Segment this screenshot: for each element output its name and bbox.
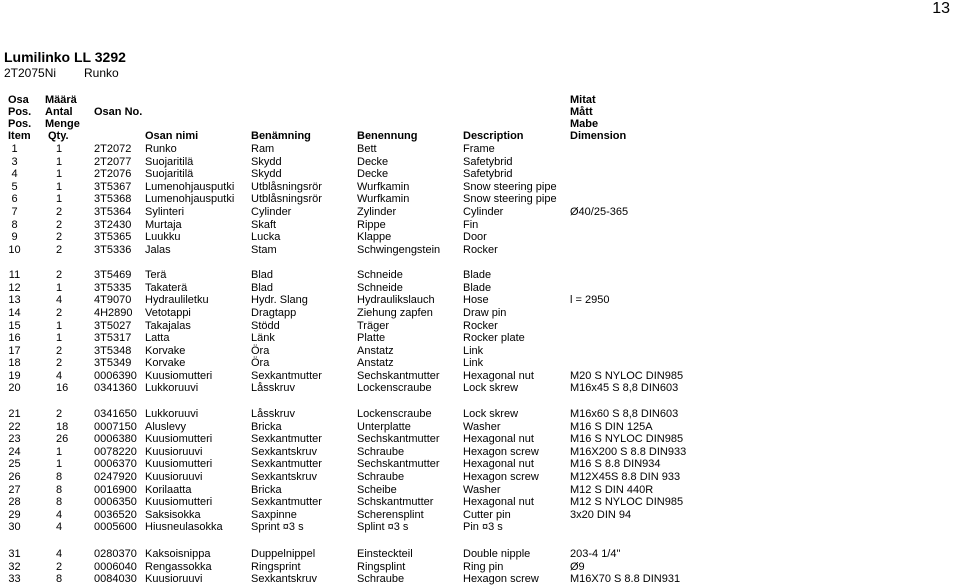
cell-name-sv: Ram (251, 143, 275, 155)
cell-part-number: 2T2076 (94, 168, 132, 180)
cell-name-de: Schneide (357, 269, 403, 281)
cell-name-en: Snow steering pipe (463, 181, 557, 193)
header-qty: Määrä (45, 94, 77, 106)
cell-name-de: Schraube (357, 446, 405, 458)
cell-name-en: Rocker (463, 320, 498, 332)
cell-name-sv: Sexkantmutter (251, 458, 322, 470)
cell-name-de: Unterplatte (357, 421, 411, 433)
cell-qty: 2 (56, 345, 63, 357)
cell-qty: 16 (56, 382, 69, 394)
cell-dimension: M16X70 S 8.8 DIN931 (570, 573, 681, 585)
cell-qty: 1 (56, 193, 63, 205)
cell-name-fi: Sylinteri (145, 206, 185, 218)
cell-name-de: Wurfkamin (357, 181, 410, 193)
cell-name-sv: Duppelnippel (251, 548, 316, 560)
cell-qty: 1 (56, 143, 63, 155)
cell-name-fi: Korvake (145, 357, 186, 369)
cell-pos: 27 (8, 484, 21, 496)
cell-qty: 1 (56, 332, 63, 344)
cell-qty: 4 (56, 294, 63, 306)
cell-name-fi: Jalas (145, 244, 171, 256)
cell-pos: 8 (11, 219, 18, 231)
cell-pos: 4 (11, 168, 18, 180)
cell-pos: 19 (8, 370, 21, 382)
header-de: Benennung (357, 130, 418, 142)
cell-part-number: 0247920 (94, 471, 137, 483)
cell-qty: 4 (56, 509, 63, 521)
cell-name-de: Einsteckteil (357, 548, 413, 560)
header-fi: Osan nimi (145, 130, 199, 142)
cell-qty: 2 (56, 244, 63, 256)
cell-pos: 29 (8, 509, 21, 521)
cell-dimension: M16 S 8.8 DIN934 (570, 458, 661, 470)
header-pos: Item (8, 130, 31, 142)
cell-name-fi: Kuusiomutteri (145, 370, 213, 382)
cell-name-fi: Takajalas (145, 320, 191, 332)
header-en: Description (463, 130, 524, 142)
cell-qty: 8 (56, 573, 63, 585)
cell-name-en: Link (463, 345, 484, 357)
cell-name-fi: Vetotappi (145, 307, 191, 319)
cell-name-sv: Bricka (251, 484, 282, 496)
cell-qty: 8 (56, 484, 63, 496)
cell-name-fi: Lumenohjausputki (145, 193, 235, 205)
cell-name-fi: Latta (145, 332, 170, 344)
cell-name-sv: Sexkantskruv (251, 471, 318, 483)
cell-qty: 2 (56, 269, 63, 281)
cell-pos: 1 (11, 143, 18, 155)
cell-name-en: Blade (463, 269, 492, 281)
cell-pos: 30 (8, 521, 21, 533)
cell-part-number: 0006370 (94, 458, 137, 470)
cell-part-number: 0280370 (94, 548, 137, 560)
cell-name-sv: Dragtapp (251, 307, 297, 319)
cell-pos: 9 (11, 231, 18, 243)
cell-name-en: Link (463, 357, 484, 369)
header-pos: Pos. (8, 118, 32, 130)
cell-dimension: M16 S DIN 125A (570, 421, 653, 433)
cell-qty: 1 (56, 156, 63, 168)
cell-name-sv: Cylinder (251, 206, 292, 218)
cell-part-number: 0006390 (94, 370, 137, 382)
cell-part-number: 3T5027 (94, 320, 132, 332)
cell-pos: 6 (11, 193, 18, 205)
cell-name-sv: Hydr. Slang (251, 294, 308, 306)
cell-name-de: Scherensplint (357, 509, 424, 521)
cell-pos: 13 (8, 294, 21, 306)
cell-name-fi: Kuusioruuvi (145, 471, 203, 483)
cell-qty: 1 (56, 446, 63, 458)
cell-dimension: M12 S NYLOC DIN985 (570, 496, 684, 508)
cell-name-de: Scheibe (357, 484, 397, 496)
cell-name-en: Hexagon screw (463, 446, 539, 458)
cell-pos: 3 (11, 156, 18, 168)
cell-name-sv: Sexkantmutter (251, 433, 322, 445)
cell-name-fi: Korvake (145, 345, 186, 357)
cell-part-number: 0005600 (94, 521, 137, 533)
cell-name-sv: Skaft (251, 219, 277, 231)
cell-pos: 17 (8, 345, 21, 357)
header-dim: Dimension (570, 130, 627, 142)
header-pos: Osa (8, 94, 29, 106)
document-title: Lumilinko LL 3292 (4, 49, 126, 65)
cell-name-sv: Skydd (251, 168, 282, 180)
cell-name-de: Schraube (357, 573, 405, 585)
cell-name-de: Sechskantmutter (357, 433, 440, 445)
cell-part-number: 0078220 (94, 446, 137, 458)
cell-name-sv: Sexkantmutter (251, 496, 322, 508)
cell-name-en: Safetybrid (463, 156, 513, 168)
cell-name-fi: Kaksoisnippa (145, 548, 211, 560)
cell-qty: 1 (56, 168, 63, 180)
cell-name-de: Sechskantmutter (357, 458, 440, 470)
cell-pos: 26 (8, 471, 21, 483)
cell-part-number: 0016900 (94, 484, 137, 496)
header-part: Osan No. (94, 106, 143, 118)
cell-pos: 25 (8, 458, 21, 470)
cell-name-fi: Saksisokka (145, 509, 201, 521)
cell-pos: 14 (8, 307, 21, 319)
cell-name-de: Ziehung zapfen (357, 307, 433, 319)
cell-name-fi: Runko (145, 143, 177, 155)
cell-name-de: Decke (357, 156, 389, 168)
cell-dimension: l = 2950 (570, 294, 610, 306)
cell-pos: 32 (8, 561, 21, 573)
cell-pos: 7 (11, 206, 18, 218)
cell-name-fi: Rengassokka (145, 561, 212, 573)
cell-name-en: Cutter pin (463, 509, 511, 521)
cell-part-number: 3T5335 (94, 282, 132, 294)
cell-name-fi: Murtaja (145, 219, 182, 231)
cell-name-en: Blade (463, 282, 492, 294)
cell-name-en: Lock skrew (463, 408, 519, 420)
cell-name-sv: Sprint ¤3 s (251, 521, 304, 533)
cell-name-fi: Takaterä (145, 282, 188, 294)
cell-name-sv: Sexkantmutter (251, 370, 322, 382)
cell-name-en: Snow steering pipe (463, 193, 557, 205)
cell-qty: 2 (56, 307, 63, 319)
cell-part-number: 3T5349 (94, 357, 132, 369)
cell-name-de: Wurfkamin (357, 193, 410, 205)
cell-name-sv: Utblåsningsrör (251, 193, 322, 205)
cell-name-fi: Kuusioruuvi (145, 573, 203, 585)
cell-pos: 20 (8, 382, 21, 394)
cell-name-fi: Terä (145, 269, 167, 281)
cell-qty: 1 (56, 320, 63, 332)
header-dim: Mått (570, 106, 593, 118)
cell-name-de: Hydraulikslauch (357, 294, 435, 306)
cell-name-fi: Luukku (145, 231, 181, 243)
cell-name-de: Schskantmutter (357, 496, 434, 508)
cell-pos: 18 (8, 357, 21, 369)
header-qty: Menge (45, 118, 80, 130)
cell-name-sv: Stödd (251, 320, 280, 332)
cell-part-number: 3T5365 (94, 231, 132, 243)
cell-dimension: M16x45 S 8,8 DIN603 (570, 382, 679, 394)
cell-name-sv: Blad (251, 269, 274, 281)
cell-name-sv: Skydd (251, 156, 282, 168)
cell-name-fi: Suojaritilä (145, 168, 194, 180)
cell-dimension: Ø40/25-365 (570, 206, 629, 218)
cell-name-de: Lockenscraube (357, 382, 432, 394)
cell-qty: 18 (56, 421, 69, 433)
cell-name-fi: Kuusiomutteri (145, 433, 213, 445)
cell-pos: 16 (8, 332, 21, 344)
cell-pos: 11 (8, 269, 21, 281)
cell-pos: 10 (8, 244, 21, 256)
cell-name-de: Sechskantmutter (357, 370, 440, 382)
cell-name-de: Schwingengstein (357, 244, 441, 256)
cell-dimension: 203-4 1/4" (570, 548, 621, 560)
cell-dimension: M12 S DIN 440R (570, 484, 654, 496)
cell-name-sv: Öra (251, 345, 270, 357)
cell-name-de: Anstatz (357, 357, 394, 369)
cell-name-en: Hexagonal nut (463, 370, 534, 382)
cell-name-en: Washer (463, 484, 501, 496)
cell-name-en: Rocker (463, 244, 498, 256)
cell-part-number: 3T5469 (94, 269, 132, 281)
cell-qty: 8 (56, 496, 63, 508)
cell-part-number: 0084030 (94, 573, 137, 585)
cell-name-fi: Suojaritilä (145, 156, 194, 168)
cell-name-en: Hexagonal nut (463, 433, 534, 445)
cell-qty: 2 (56, 561, 63, 573)
page-number: 13 (932, 0, 950, 17)
cell-name-de: Schraube (357, 471, 405, 483)
cell-name-de: Bett (357, 143, 377, 155)
cell-name-fi: Lukkoruuvi (145, 382, 199, 394)
cell-name-fi: Lukkoruuvi (145, 408, 199, 420)
cell-name-en: Frame (463, 143, 495, 155)
cell-part-number: 4H2890 (94, 307, 133, 319)
header-qty: Qty. (48, 130, 69, 142)
header-dim: Mitat (570, 94, 596, 106)
cell-name-fi: Aluslevy (145, 421, 186, 433)
cell-name-sv: Lucka (251, 231, 281, 243)
cell-qty: 1 (56, 458, 63, 470)
cell-name-sv: Sexkantskruv (251, 446, 318, 458)
cell-name-de: Ringsplint (357, 561, 406, 573)
cell-qty: 26 (56, 433, 69, 445)
cell-name-de: Anstatz (357, 345, 394, 357)
cell-part-number: 0341650 (94, 408, 137, 420)
cell-part-number: 0341360 (94, 382, 137, 394)
cell-part-number: 4T9070 (94, 294, 132, 306)
cell-qty: 8 (56, 471, 63, 483)
cell-part-number: 2T2077 (94, 156, 132, 168)
cell-pos: 5 (11, 181, 18, 193)
cell-name-fi: Kuusioruuvi (145, 446, 203, 458)
cell-name-fi: Hiusneulasokka (145, 521, 223, 533)
cell-name-en: Lock skrew (463, 382, 519, 394)
cell-name-sv: Låsskruv (251, 382, 296, 394)
cell-part-number: 0007150 (94, 421, 137, 433)
cell-name-en: Double nipple (463, 548, 531, 560)
cell-dimension: M20 S NYLOC DIN985 (570, 370, 684, 382)
model-code: 2T2075Ni (4, 66, 57, 80)
cell-qty: 1 (56, 181, 63, 193)
cell-qty: 2 (56, 408, 63, 420)
cell-dimension: M12X45S 8.8 DIN 933 (570, 471, 681, 483)
cell-name-en: Door (463, 231, 487, 243)
cell-part-number: 0006380 (94, 433, 137, 445)
cell-part-number: 3T5367 (94, 181, 132, 193)
cell-name-sv: Länk (251, 332, 275, 344)
cell-name-en: Ring pin (463, 561, 504, 573)
cell-qty: 2 (56, 357, 63, 369)
cell-name-fi: Korilaatta (145, 484, 192, 496)
cell-qty: 4 (56, 370, 63, 382)
cell-pos: 15 (8, 320, 21, 332)
cell-name-sv: Låsskruv (251, 408, 296, 420)
cell-name-en: Hose (463, 294, 489, 306)
cell-pos: 21 (8, 408, 21, 420)
cell-pos: 28 (8, 496, 21, 508)
cell-name-sv: Utblåsningsrör (251, 181, 322, 193)
cell-name-sv: Saxpinne (251, 509, 297, 521)
model-name: Runko (84, 66, 119, 80)
cell-qty: 2 (56, 219, 63, 231)
cell-pos: 23 (8, 433, 21, 445)
cell-name-de: Rippe (357, 219, 386, 231)
cell-name-de: Lockenscraube (357, 408, 432, 420)
cell-name-en: Cylinder (463, 206, 504, 218)
cell-dimension: Ø9 (570, 561, 585, 573)
cell-name-de: Schneide (357, 282, 403, 294)
cell-part-number: 0006350 (94, 496, 137, 508)
cell-part-number: 3T5364 (94, 206, 132, 218)
cell-name-de: Träger (357, 320, 389, 332)
cell-pos: 33 (8, 573, 21, 585)
cell-name-en: Hexagon screw (463, 471, 539, 483)
cell-name-de: Decke (357, 168, 389, 180)
cell-part-number: 3T2430 (94, 219, 132, 231)
cell-name-sv: Bricka (251, 421, 282, 433)
cell-qty: 2 (56, 231, 63, 243)
cell-name-fi: Kuusiomutteri (145, 496, 213, 508)
header-qty: Antal (45, 106, 73, 118)
cell-dimension: 3x20 DIN 94 (570, 509, 632, 521)
cell-qty: 4 (56, 548, 63, 560)
document-subtitle (4, 66, 119, 80)
cell-name-fi: Lumenohjausputki (145, 181, 235, 193)
cell-name-de: Zylinder (357, 206, 397, 218)
cell-name-sv: Ringsprint (251, 561, 301, 573)
cell-name-fi: Kuusiomutteri (145, 458, 213, 470)
header-dim: Mabe (570, 118, 599, 130)
cell-part-number: 0006040 (94, 561, 137, 573)
cell-dimension: M16x60 S 8,8 DIN603 (570, 408, 679, 420)
cell-qty: 4 (56, 521, 63, 533)
cell-name-en: Hexagon screw (463, 573, 539, 585)
cell-name-sv: Blad (251, 282, 274, 294)
cell-pos: 12 (8, 282, 21, 294)
cell-pos: 24 (8, 446, 21, 458)
cell-part-number: 3T5368 (94, 193, 132, 205)
cell-qty: 2 (56, 206, 63, 218)
cell-name-en: Hexagonal nut (463, 458, 534, 470)
cell-name-sv: Sexkantskruv (251, 573, 318, 585)
cell-name-en: Pin ¤3 s (463, 521, 503, 533)
cell-name-fi: Hydrauliletku (145, 294, 209, 306)
cell-name-de: Platte (357, 332, 386, 344)
cell-name-de: Splint ¤3 s (357, 521, 409, 533)
cell-dimension: M16X200 S 8.8 DIN933 (570, 446, 687, 458)
cell-part-number: 0036520 (94, 509, 137, 521)
cell-part-number: 3T5336 (94, 244, 132, 256)
header-pos: Pos. (8, 106, 32, 118)
cell-name-en: Safetybrid (463, 168, 513, 180)
cell-name-en: Rocker plate (463, 332, 525, 344)
cell-name-en: Hexagonal nut (463, 496, 534, 508)
cell-name-sv: Öra (251, 357, 270, 369)
cell-dimension: M16 S NYLOC DIN985 (570, 433, 684, 445)
header-sv: Benämning (251, 130, 311, 142)
cell-part-number: 3T5348 (94, 345, 132, 357)
cell-part-number: 3T5317 (94, 332, 132, 344)
cell-name-en: Washer (463, 421, 501, 433)
cell-pos: 22 (8, 421, 21, 433)
cell-qty: 1 (56, 282, 63, 294)
cell-name-en: Draw pin (463, 307, 507, 319)
cell-name-sv: Stam (251, 244, 277, 256)
cell-part-number: 2T2072 (94, 143, 132, 155)
cell-pos: 31 (8, 548, 21, 560)
cell-name-de: Klappe (357, 231, 392, 243)
cell-name-en: Fin (463, 219, 479, 231)
